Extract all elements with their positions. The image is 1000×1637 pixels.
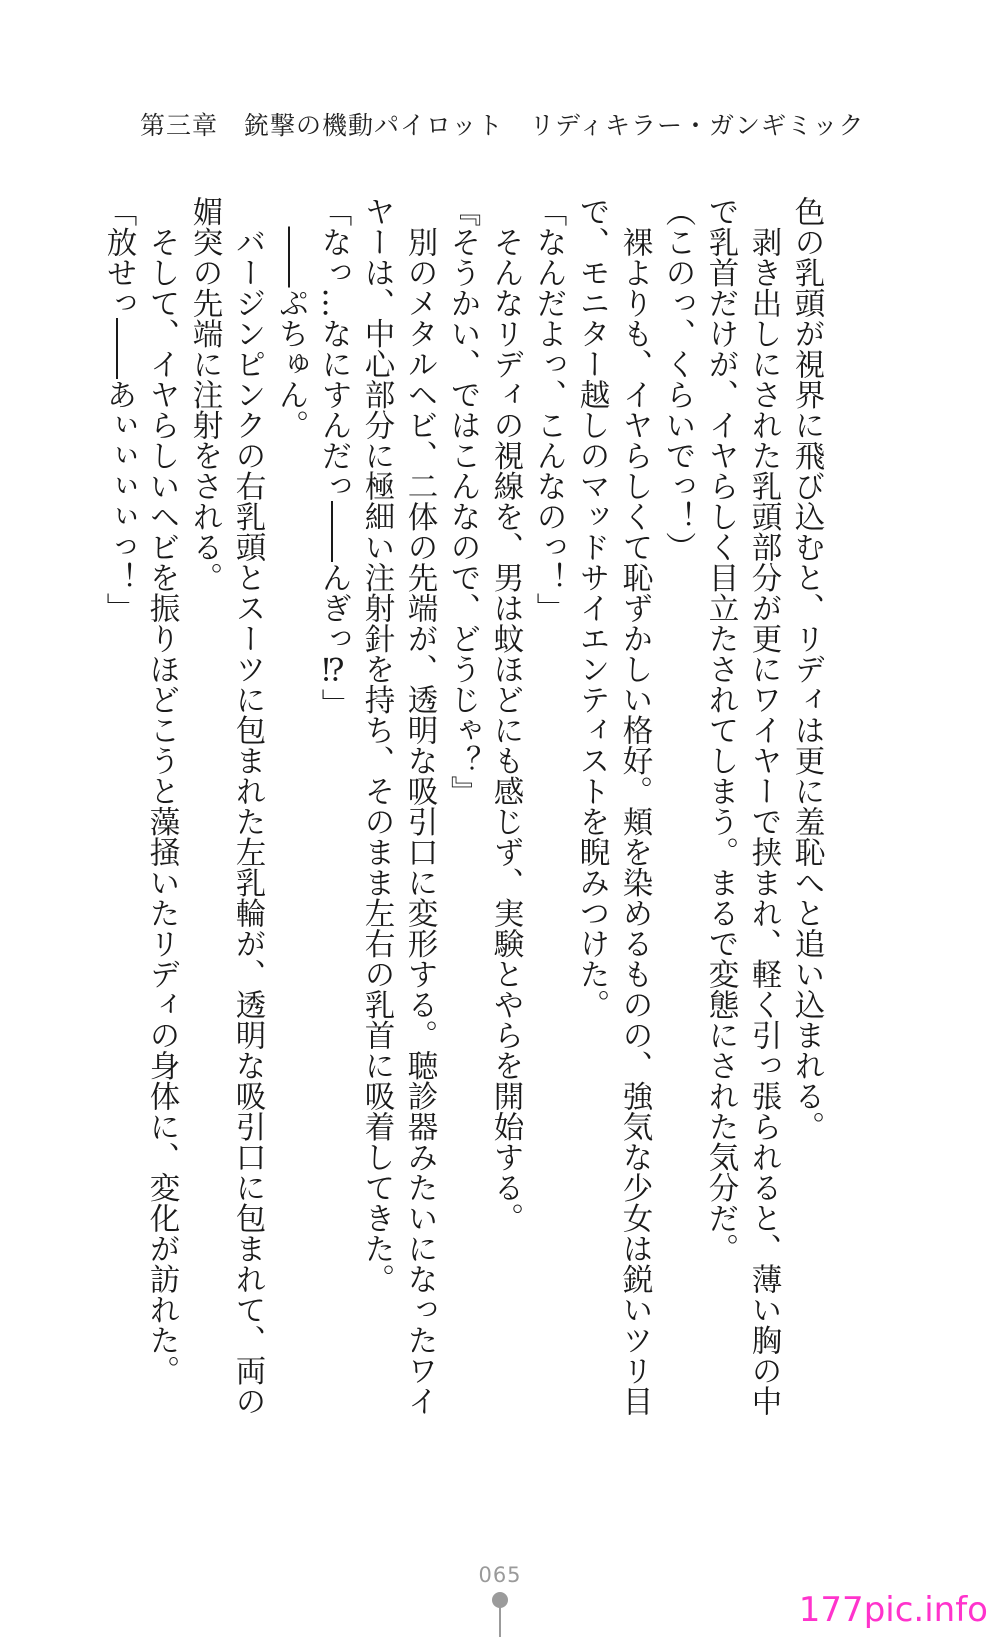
text-line: 別のメタルヘビ、二体の先端が、透明な吸引口に変形する。聴診器みたいになったワイ: [402, 196, 437, 1416]
text-line: 「なっ…なにすんだっ――んぎっ⁉」: [316, 196, 351, 719]
marker-stem: [499, 1606, 501, 1637]
text-line: 『そうかい、ではこんなので、どうじゃ？』: [445, 196, 480, 806]
novel-body-text: [97, 196, 828, 1416]
text-line: そんなリディの視線を、男は蚊ほどにも感じず、実験とやらを開始する。: [488, 196, 523, 1233]
text-line: バージンピンクの右乳頭とスーツに包まれた左乳輪が、透明な吸引口に包まれて、両の: [230, 196, 265, 1416]
page-number: 065: [478, 1563, 522, 1587]
text-line: 媚突の先端に注射をされる。: [187, 196, 222, 593]
text-line: 剥き出しにされた乳頭部分が更にワイヤーで挟まれ、軽く引っ張られると、薄い胸の中: [746, 196, 781, 1416]
text-line: 裸よりも、イヤらしくて恥ずかしい格好。頬を染めるものの、強気な少女は鋭いツリ目: [617, 196, 652, 1416]
text-line: 「なんだよっ、こんなのっ！」: [531, 196, 566, 623]
text-line: 色の乳頭が視界に飛び込むと、リディは更に羞恥へと追い込まれる。: [789, 196, 824, 1142]
text-line: （このっ、くらいでっ！）: [660, 196, 695, 562]
text-line: 「放せっ――あぃぃぃぃっ！」: [101, 196, 136, 623]
page-marker-icon: [492, 1592, 508, 1637]
text-line: そして、イヤらしいヘビを振りほどこうと藻掻いたリディの身体に、変化が訪れた。: [144, 196, 179, 1386]
watermark-text: 177pic.info: [798, 1590, 988, 1630]
text-line: ――ぷちゅん。: [273, 196, 308, 440]
chapter-header: 第三章 銃撃の機動パイロット リディキラー・ガンギミック: [140, 111, 865, 140]
text-line: ヤーは、中心部分に極細い注射針を持ち、そのまま左右の乳首に吸着してきた。: [359, 196, 394, 1294]
text-line: で乳首だけが、イヤらしく目立たされてしまう。まるで変態にされた気分だ。: [703, 196, 738, 1264]
text-line: で、モニター越しのマッドサイエンティストを睨みつけた。: [574, 196, 609, 1020]
